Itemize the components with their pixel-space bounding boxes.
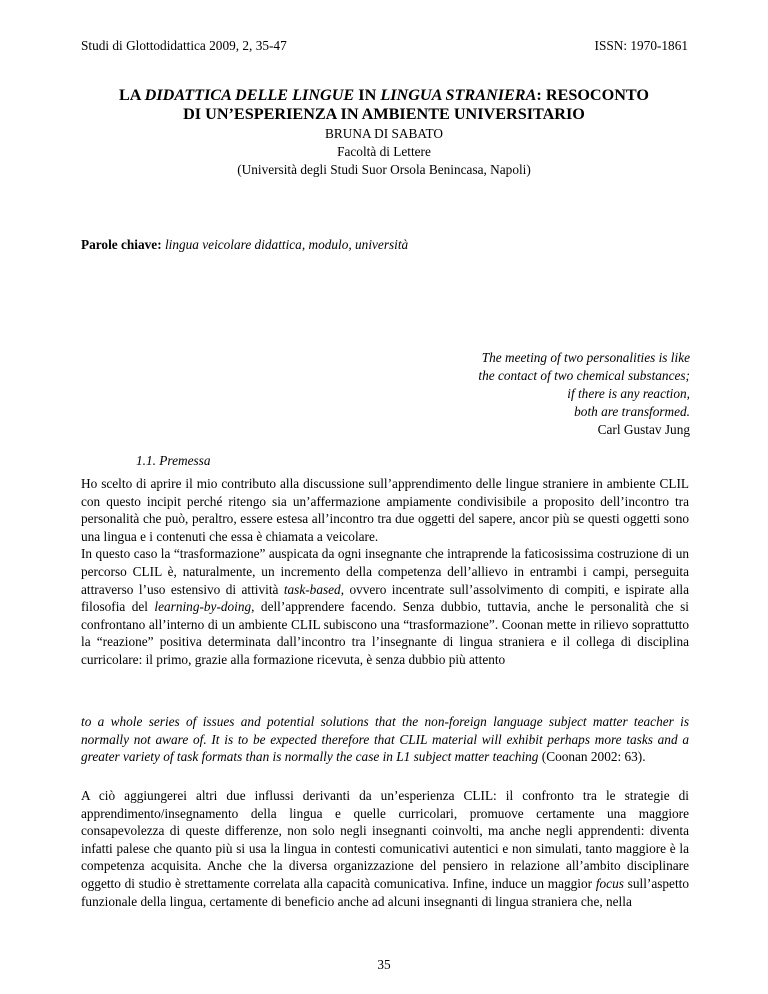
- epigraph-line: the contact of two chemical substances;: [478, 368, 690, 383]
- journal-citation: Studi di Glottodidattica 2009, 2, 35-47: [81, 38, 287, 53]
- epigraph-author: Carl Gustav Jung: [597, 422, 690, 437]
- body-paragraphs-1: [81, 475, 689, 669]
- section-heading: 1.1. Premessa: [136, 453, 211, 468]
- keywords: [81, 237, 688, 253]
- epigraph-line: The meeting of two personalities is like: [481, 350, 690, 365]
- paper-title: LA DIDATTICA DELLE LINGUE IN LINGUA STRANIERA: RESOCONTO DI UN’ESPERIENZA IN AMBIENTE UNIVERSITARIO: [119, 86, 649, 123]
- issn: ISSN: 1970-1861: [594, 38, 688, 53]
- keywords-value: lingua veicolare didattica, modulo, università: [164, 237, 409, 252]
- epigraph: [478, 349, 690, 439]
- author-affiliation: (Università degli Studi Suor Orsola Benincasa, Napoli): [237, 162, 531, 177]
- block-quote: to a whole series of issues and potential solutions that the non-foreign language subject matter teacher is normally not aware of. It is to be expected therefore that CLIL material will exhibit perhaps more tasks and a greater variety of task formats than is normally the case in L1 subject matter teaching (Coonan 2002: 63).: [81, 714, 689, 765]
- epigraph-line: if there is any reaction,: [567, 386, 690, 401]
- page-number: 35: [377, 957, 391, 972]
- epigraph-line: both are transformed.: [574, 404, 690, 419]
- quote-citation: (Coonan 2002: 63).: [538, 749, 646, 765]
- author-block: [60, 125, 708, 179]
- paragraph: Ho scelto di aprire il mio contributo alla discussione sull’apprendimento delle lingue straniere in ambiente CLIL con questo incipit perché ritengo sia un’affermazione ampiamente condivisibile a proposito dell’incontro tra personalità che può, peraltro, essere estesa all’incontro tra due oggetti del sapere, ancor più se questi oggetti sono una lingua e i contenuti che essa è chiamata a veicolare.: [81, 476, 689, 544]
- body-paragraphs-2: [81, 787, 689, 910]
- paragraph: In questo caso la “trasformazione” auspicata da ogni insegnante che intraprende la faticosissima costruzione di un percorso CLIL è, naturalmente, un incremento della competenza dell’allievo in entrambi i campi, perseguita attraverso l’uso estensivo di attività task-based, ovvero incentrate sull’assolvimento di compiti, e ispirate alla filosofia del learning-by-doing, dell’apprendere facendo. Senza dubbio, tuttavia, anche le personalità che si confrontano all’interno di un ambiente CLIL subiscono una “trasformazione”. Coonan mette in rilievo soprattutto la “reazione” positiva determinata dall’incontro tra l’insegnante di lingua straniera e il collega di disciplina curricolare: il primo, grazie alla formazione ricevuta, è senza dubbio più attento: [81, 546, 689, 667]
- author-name: BRUNA DI SABATO: [325, 126, 443, 141]
- author-faculty: Facoltà di Lettere: [337, 144, 431, 159]
- paragraph: A ciò aggiungerei altri due influssi derivanti da un’esperienza CLIL: il confronto tra le strategie di apprendimento/insegnamento della lingua e quelle curricolari, promuove certamente una maggiore consapevolezza di queste differenze, non solo negli insegnanti coinvolti, ma anche negli apprendenti: diventa infatti palese che quanto più si usa la lingua in contesti comunicativi autentici e non simulati, tanto maggiore è la competenza acquisita. Anche che la diversa organizzazione del pensiero in relazione all’ambito disciplinare oggetto di studio è strettamente correlata alla capacità comunicativa. Infine, induce un maggior focus sull’aspetto funzionale della lingua, certamente di beneficio anche ad alcuni insegnanti di lingua straniera che, nella: [81, 788, 689, 909]
- keywords-label: Parole chiave:: [81, 237, 162, 252]
